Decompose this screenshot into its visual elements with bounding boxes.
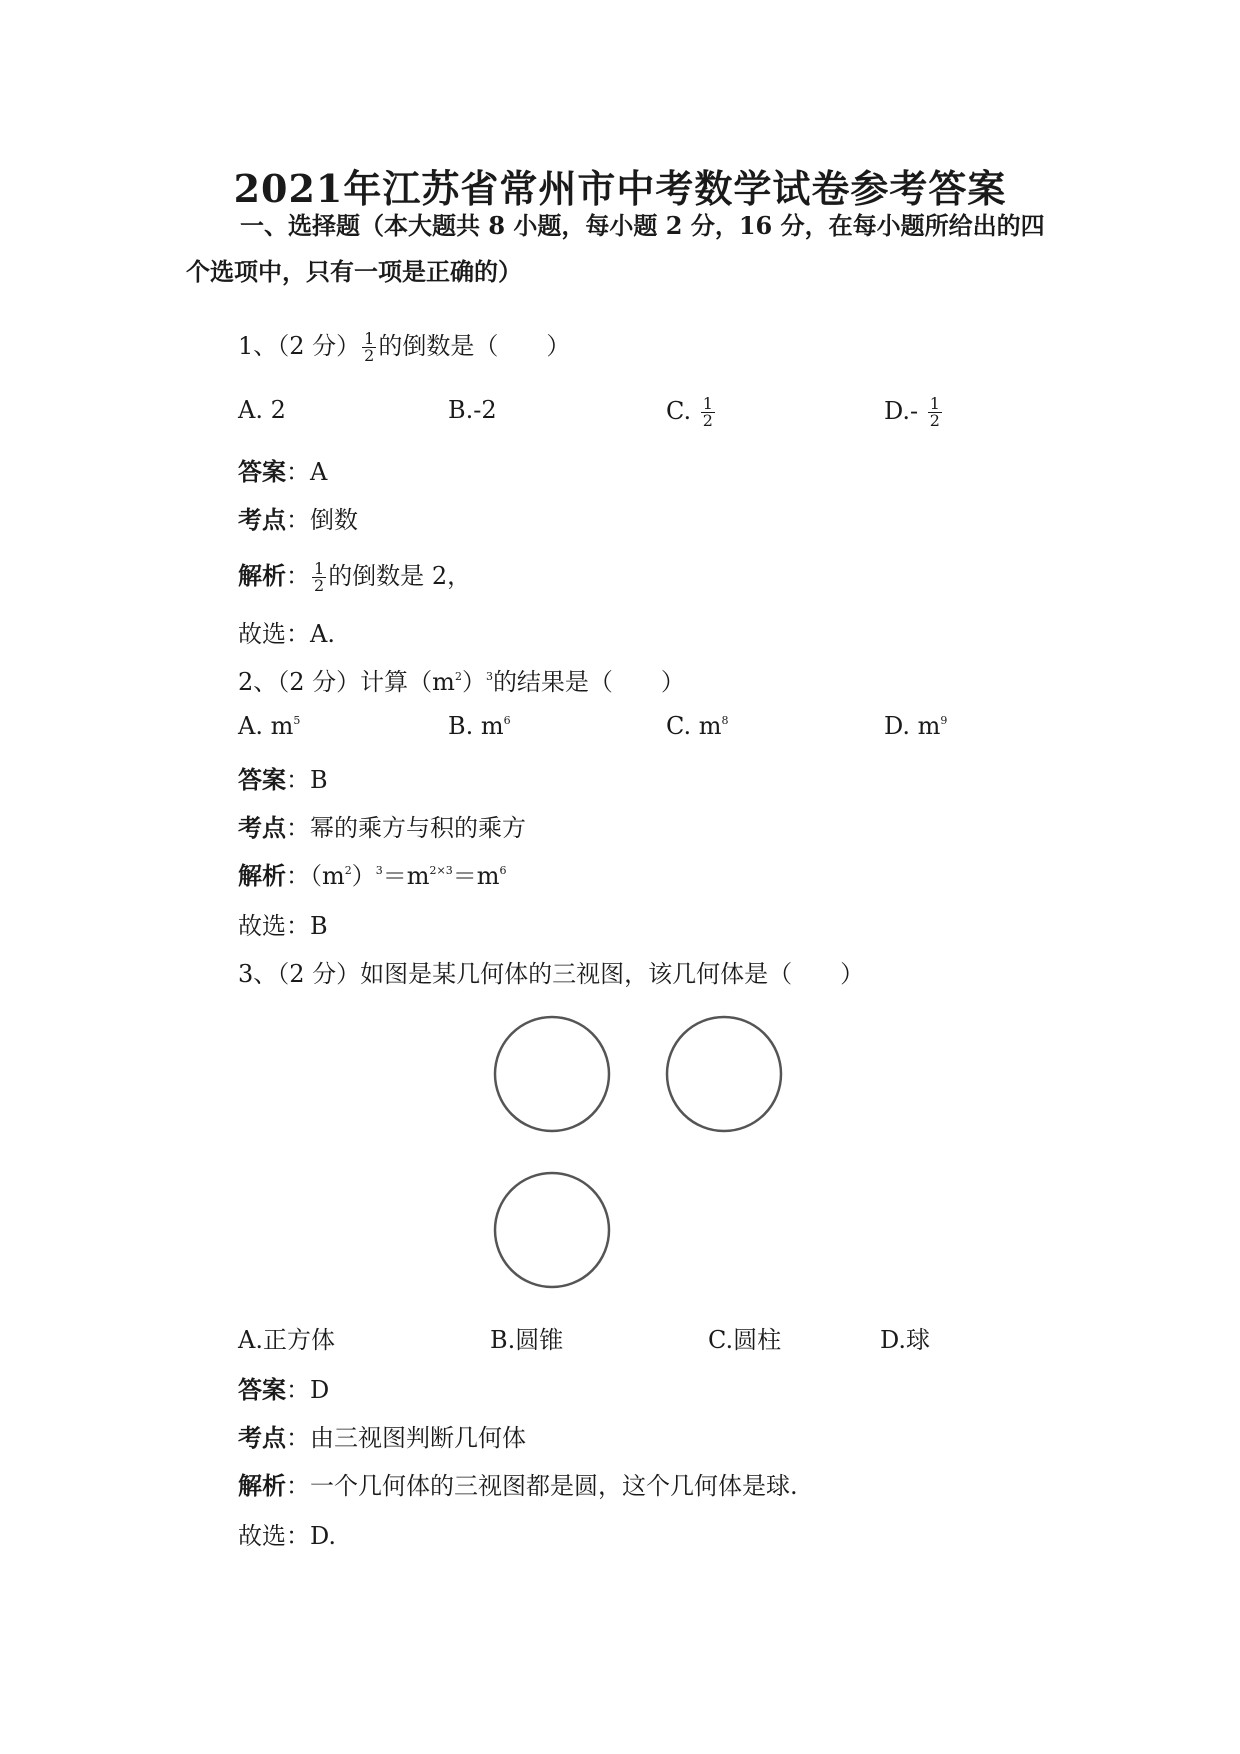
- q1-suffix: 的倒数是（ ）: [378, 332, 571, 360]
- q1-option-d-num: 1: [929, 394, 940, 413]
- q2-answer-value: B: [310, 766, 328, 794]
- q2-analysis-a: （m: [310, 862, 345, 890]
- q3-stem: 3、（2 分）如图是某几何体的三视图，该几何体是（ ）: [238, 960, 865, 988]
- q1-analysis-num: 1: [314, 559, 325, 578]
- q3-option-b: B.圆锥: [490, 1326, 564, 1354]
- q2-analysis-b: ）: [351, 862, 376, 890]
- q2-answer-label: 答案: [238, 765, 286, 794]
- q2-analysis-label: 解析: [238, 861, 286, 890]
- q3-choose-value: D.: [310, 1522, 337, 1550]
- q2-option-b-label: B. m: [448, 712, 504, 740]
- q3-answer: 答案：D: [238, 1375, 330, 1404]
- q1-option-a: A. 2: [238, 396, 286, 424]
- q1-answer: 答案：A: [238, 457, 328, 486]
- q3-analysis-value: 一个几何体的三视图都是圆，这个几何体是球.: [310, 1472, 798, 1500]
- q2-mid: ）: [461, 668, 486, 696]
- q3-choose-label: 故选: [238, 1522, 286, 1550]
- q3-point-label: 考点: [238, 1423, 286, 1452]
- q2-option-d-label: D. m: [884, 712, 941, 740]
- q3-answer-label: 答案: [238, 1375, 286, 1404]
- q1-option-d-label: D.-: [884, 397, 919, 425]
- q2-analysis-c: ＝m: [382, 862, 430, 890]
- q1-choose-label: 故选: [238, 620, 286, 648]
- q1-choose: 故选：A.: [238, 620, 335, 648]
- side-view-circle: [667, 1017, 781, 1131]
- q2-analysis: 解析：$(m^2)^3=m^{2\times 3}=m^6$: [238, 861, 507, 890]
- q1-frac-num: 1: [364, 329, 375, 348]
- q2-analysis-d: ＝m: [452, 862, 500, 890]
- q2-answer: 答案：B: [238, 765, 328, 794]
- q3-choose: 故选：D.: [238, 1522, 337, 1550]
- top-view-circle: [495, 1173, 609, 1287]
- q2-exp-inner: 2: [454, 670, 462, 683]
- q2-point-value: 幂的乘方与积的乘方: [310, 814, 526, 842]
- q3-option-d: D.球: [880, 1326, 931, 1354]
- q2-analysis-a-exp: 2: [344, 864, 352, 877]
- q2-tail: 的结果是（ ）: [492, 668, 685, 696]
- q1-analysis: 解析： $\frac{1}{2}$ 的倒数是 2，: [238, 559, 472, 595]
- q2-point-label: 考点: [238, 813, 286, 842]
- q1-point: 考点：倒数: [238, 505, 358, 534]
- q1-analysis-label: 解析: [238, 561, 286, 590]
- q3-point-value: 由三视图判断几何体: [310, 1424, 526, 1452]
- q3-option-a: A.正方体: [238, 1326, 335, 1354]
- q3-option-c: C.圆柱: [708, 1326, 782, 1354]
- q1-option-c-den: 2: [702, 411, 713, 430]
- q1-analysis-text: 的倒数是 2，: [328, 562, 472, 590]
- q2-option-b-exp: 6: [503, 714, 511, 727]
- q2-option-c-exp: 8: [721, 714, 729, 727]
- q1-analysis-den: 2: [314, 576, 325, 595]
- q2-option-a-label: A. m: [238, 712, 294, 740]
- page-title: 2021年江苏省常州市中考数学试卷参考答案: [233, 166, 1007, 211]
- q2-option-a-exp: 5: [293, 714, 301, 727]
- q2-option-c-label: C. m: [666, 712, 722, 740]
- q3-point: 考点：由三视图判断几何体: [238, 1423, 526, 1452]
- q2-exp-outer: 3: [485, 670, 493, 683]
- q2-analysis-d-exp: 6: [499, 864, 507, 877]
- q1-option-d-den: 2: [929, 411, 940, 430]
- q1-frac-den: 2: [364, 346, 375, 365]
- q1-answer-label: 答案: [238, 457, 286, 486]
- q1-option-c-label: C.: [666, 397, 692, 425]
- q2-point: 考点：幂的乘方与积的乘方: [238, 813, 526, 842]
- section-heading-line2: 个选项中，只有一项是正确的）: [186, 257, 522, 286]
- q2-analysis-b-exp: 3: [375, 864, 383, 877]
- q3-answer-value: D: [310, 1376, 330, 1404]
- q2-choose-label: 故选: [238, 912, 286, 940]
- q2-choose-value: B: [310, 912, 328, 940]
- q1-prefix: 1、（2 分）: [238, 332, 361, 360]
- q1-option-b: B.-2: [448, 396, 497, 424]
- q2-text: 2、（2 分）计算（m: [238, 668, 455, 696]
- q3-analysis-label: 解析: [238, 1471, 286, 1500]
- q1-option-c-num: 1: [702, 394, 713, 413]
- q2-choose: 故选：B: [238, 912, 328, 940]
- q1-point-value: 倒数: [310, 506, 358, 534]
- q1-choose-value: A.: [310, 620, 335, 648]
- q1-answer-value: A: [310, 458, 328, 486]
- q3-analysis: 解析：一个几何体的三视图都是圆，这个几何体是球.: [238, 1471, 798, 1500]
- q1-point-label: 考点: [238, 505, 286, 534]
- front-view-circle: [495, 1017, 609, 1131]
- q2-analysis-c-exp: 2×3: [429, 864, 453, 877]
- section-heading-line1: 一、选择题（本大题共 8 小题，每小题 2 分，16 分，在每小题所给出的四: [240, 211, 1045, 240]
- q2-option-d-exp: 9: [940, 714, 948, 727]
